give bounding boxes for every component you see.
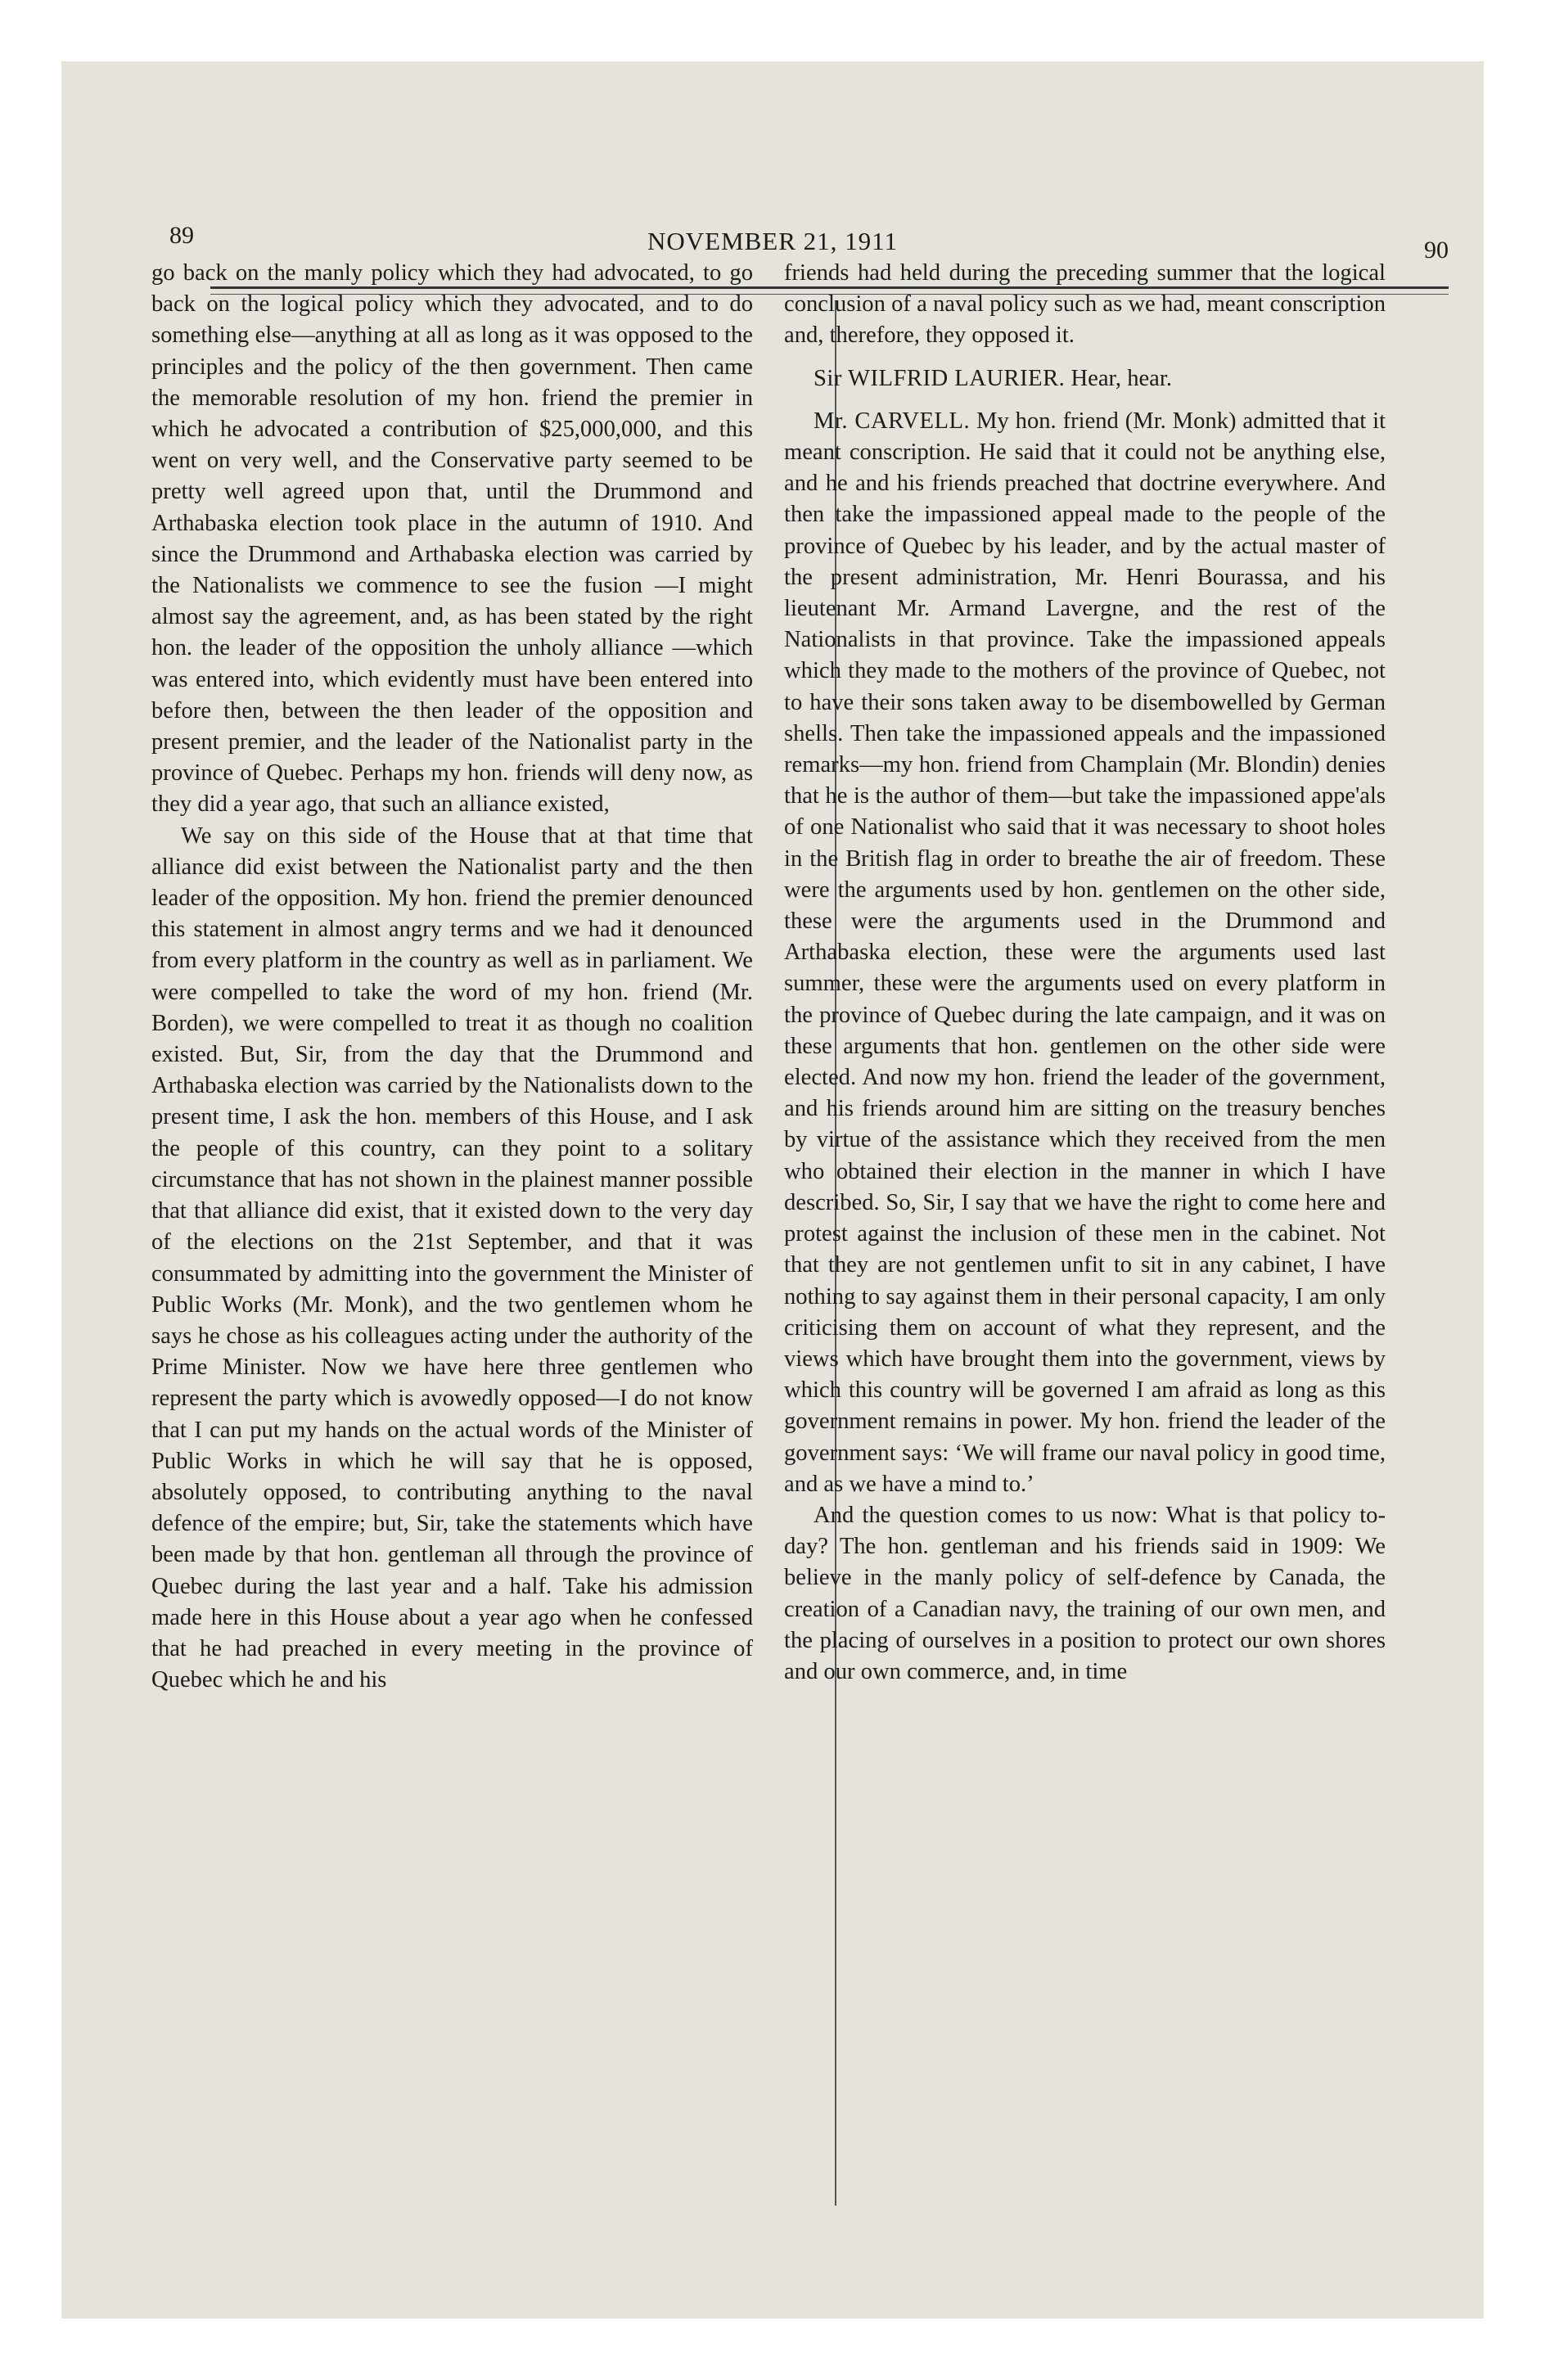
speech-text: My hon. friend (Mr. Monk) admitted that it meant conscription. He said that it could not be anything else, and he and his friends preached that doctrine everywhere. And then take the impassioned appeal made to the people of the province of Quebec by his leader, and by the actual master of the present administration, Mr. Henri Bourassa, and his lieutenant Mr. Armand Lavergne, and the rest of the Nationalists in that province. Take the impassioned appeals which they made to the mothers of the province of Quebec, not to have their sons taken away to be disembowelled by German shells. Then take the impassioned appeals and the impassioned remarks—my hon. friend from Champlain (Mr. Blondin) denies that he is the author of them—but take the impassioned appe'als of one Nationalist who said that it was necessary to shoot holes in the British flag in order to breathe the air of freedom. These were the arguments used by hon. gentlemen on the other side, these were the arguments used in the Drummond and Arthabaska election, these were the arguments used last summer, these were the arguments used on every platform in the province of Quebec during the late campaign, and it was on these arguments that hon. gentlemen on the other side were elected. And now my hon. friend the leader of the government, and his friends around him are sitting on the treasury benches by virtue of the assistance which they received from the men who obtained their election in the manner in which I have described. So, Sir, I say that we have the right to come here and protest against the inclusion of these men in the cabinet. Not that they are not gentlemen unfit to sit in any cabinet, I have nothing to say against them in their personal capacity, I am only criticising them on account of what they represent, and the views which have brought them into the government, views by which this country will be governed I am afraid as long as this government remains in power. My hon. friend the leader of the government says: ‘We will frame our naval policy in good time, and as we have a mind to.’ — [784, 408, 1386, 1497]
right-column — [784, 258, 1386, 1688]
paragraph: go back on the manly policy which they had advocated, to go back on the logical policy which they advocated, and to do something else—anything at all as long as it was opposed to the principles and the policy of the then government. Then came the memorable resolution of my hon. friend the premier in which he advocated a contribution of $25,000,000, and this went on very well, and the Conservative party seemed to be pretty well agreed upon that, until the Drummond and Arthabaska election took place in the autumn of 1910. And since the Drummond and Arthabaska election was carried by the Nationalists we commence to see the fusion —I might almost say the agreement, and, as has been stated by the right hon. the leader of the opposition the unholy alliance —which was entered into, which evidently must have been entered into before then, between the then leader of the opposition and present premier, and the leader of the Nationalist party in the province of Quebec. Perhaps my hon. friends will deny now, as they did a year ago, that such an alliance existed, — [151, 260, 753, 818]
paragraph: We say on this side of the House that at that time that alliance did exist between the Nationalist party and the then leader of the opposition. My hon. friend the premier denounced this statement in almost angry terms and we had it denounced from every platform in the country as well as in parliament. We were compelled to take the word of my hon. friend (Mr. Borden), we were compelled to treat it as though no coalition existed. But, Sir, from the day that the Drummond and Arthabaska election was carried by the Nationalists down to the present time, I ask the hon. members of this House, and I ask the people of this country, can they point to a solitary circumstance that has not shown in the plainest manner possible that that alliance did exist, that it existed down to the very day of the elections on the 21st September, and that it was consummated by admitting into the government the Minister of Public Works (Mr. Monk), and the two gentlemen whom he says he chose as his colleagues acting under the authority of the Prime Minister. Now we have here three gentlemen who represent the party which is avowedly opposed—I do not know that I can put my hands on the actual words of the Minister of Public Works in which he will say that he is opposed, absolutely opposed, to contributing anything to the naval defence of the empire; but, Sir, take the statements which have been made by that hon. gentleman all through the province of Quebec during the last year and a half. Take his admission made here in this House about a year ago when he confessed that he had preached in every meeting in the province of Quebec which he and his — [151, 823, 753, 1693]
left-column — [151, 258, 753, 1696]
page-number-left: 89 — [169, 222, 194, 249]
paragraph: And the question comes to us now: What is that policy to-day? The hon. gentleman and his friends said in 1909: We believe in the manly policy of self-defence by Canada, the creation of a Canadian navy, the training of our own men, and the placing of ourselves in a position to protect our own shores and our own commerce, and, in time — [784, 1502, 1386, 1684]
page-number-right: 90 — [1424, 237, 1449, 264]
paragraph: friends had held during the preceding summer that the logical conclusion of a naval policy such as we had, meant conscription and, therefore, they opposed it. — [784, 260, 1386, 349]
speaker-name: Mr. CARVELL. — [814, 408, 971, 434]
speech-carvell — [784, 406, 1386, 1500]
running-title: NOVEMBER 21, 1911 — [647, 227, 899, 255]
speaker-name: Sir WILFRID LAURIER. — [814, 365, 1066, 391]
speech-laurier — [784, 363, 1386, 394]
speech-text: Hear, hear. — [1070, 365, 1172, 391]
